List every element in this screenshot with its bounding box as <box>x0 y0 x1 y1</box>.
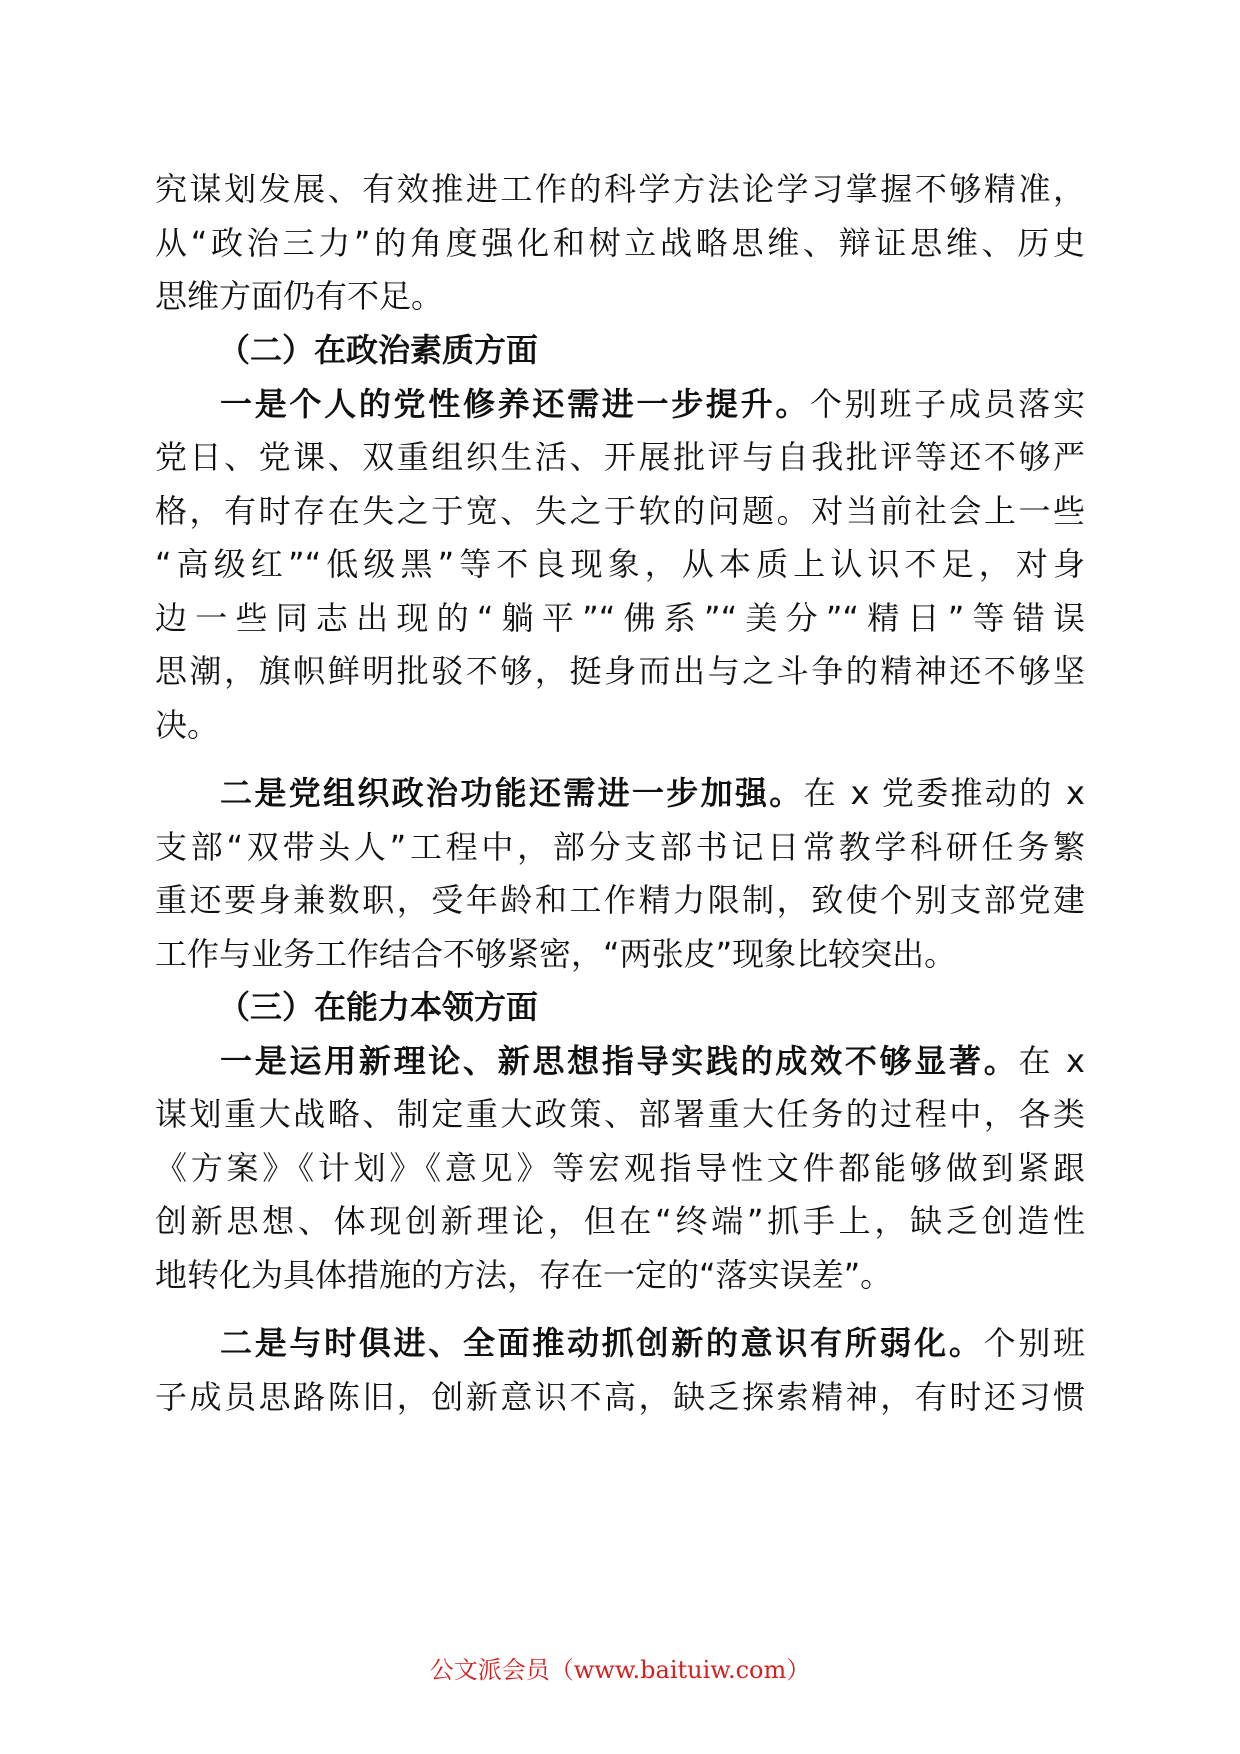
body-line: 子成员思路陈旧，创新意识不高，缺乏探索精神，有时还习惯 <box>155 1378 1085 1416</box>
body-line: 创新思想、体现创新理论，但在“终端”抓手上，缺乏创造性 <box>155 1202 1085 1240</box>
paragraph-text: 在 x <box>1018 1042 1085 1080</box>
body-line: 思潮，旗帜鲜明批驳不够，挺身而出与之斗争的精神还不够坚 <box>155 652 1085 690</box>
paragraph-first-line <box>220 764 1085 822</box>
body-line: 思维方面仍有不足。 <box>155 277 444 315</box>
body-line: 支部“双带头人”工程中，部分支部书记日常教学科研任务繁 <box>155 828 1085 866</box>
body-line: 党日、党课、双重组织生活、开展批评与自我批评等还不够严 <box>155 438 1085 476</box>
body-line: 究谋划发展、有效推进工作的科学方法论学习掌握不够精准， <box>155 170 1085 208</box>
paragraph-lead-sentence: 二是党组织政治功能还需进一步加强。 <box>220 774 804 812</box>
body-line: 重还要身兼数职，受年龄和工作精力限制，致使个别支部党建 <box>155 881 1085 919</box>
body-line: 工作与业务工作结合不够紧密，“两张皮”现象比较突出。 <box>155 935 957 973</box>
paragraph-first-line <box>220 1032 1085 1090</box>
footer-watermark: 公文派会员（www.baituiw.com） <box>429 1656 811 1684</box>
body-line: 从“政治三力”的角度强化和树立战略思维、辩证思维、历史 <box>155 224 1085 262</box>
paragraph-text: 个别班子成员落实 <box>810 385 1085 423</box>
paragraph-first-line <box>220 375 1085 433</box>
paragraph-lead-sentence: 一是运用新理论、新思想指导实践的成效不够显著。 <box>220 1042 1019 1080</box>
paragraph-text: 个别班 <box>983 1324 1085 1362</box>
paragraph-lead-sentence: 一是个人的党性修养还需进一步提升。 <box>220 385 811 423</box>
body-line: 边一些同志出现的“躺平”“佛系”“美分”“精日”等错误 <box>155 599 1085 637</box>
section-heading-ability: （三）在能力本领方面 <box>218 988 539 1026</box>
section-heading-political-quality: （二）在政治素质方面 <box>218 331 539 369</box>
body-line: 谋划重大战略、制定重大政策、部署重大任务的过程中，各类 <box>155 1095 1085 1133</box>
body-line: 地转化为具体措施的方法，存在一定的“落实误差”。 <box>155 1256 893 1294</box>
paragraph-first-line <box>220 1314 1085 1372</box>
body-line: 格，有时存在失之于宽、失之于软的问题。对当前社会上一些 <box>155 492 1085 530</box>
paragraph-text: 在 x 党委推动的 x <box>803 774 1085 812</box>
body-line: 决。 <box>155 706 220 744</box>
body-line: 《方案》《计划》《意见》等宏观指导性文件都能够做到紧跟 <box>155 1149 1085 1187</box>
paragraph-lead-sentence: 二是与时俱进、全面推动抓创新的意识有所弱化。 <box>220 1324 984 1362</box>
body-line: “高级红”“低级黑”等不良现象，从本质上认识不足，对身 <box>155 545 1085 583</box>
